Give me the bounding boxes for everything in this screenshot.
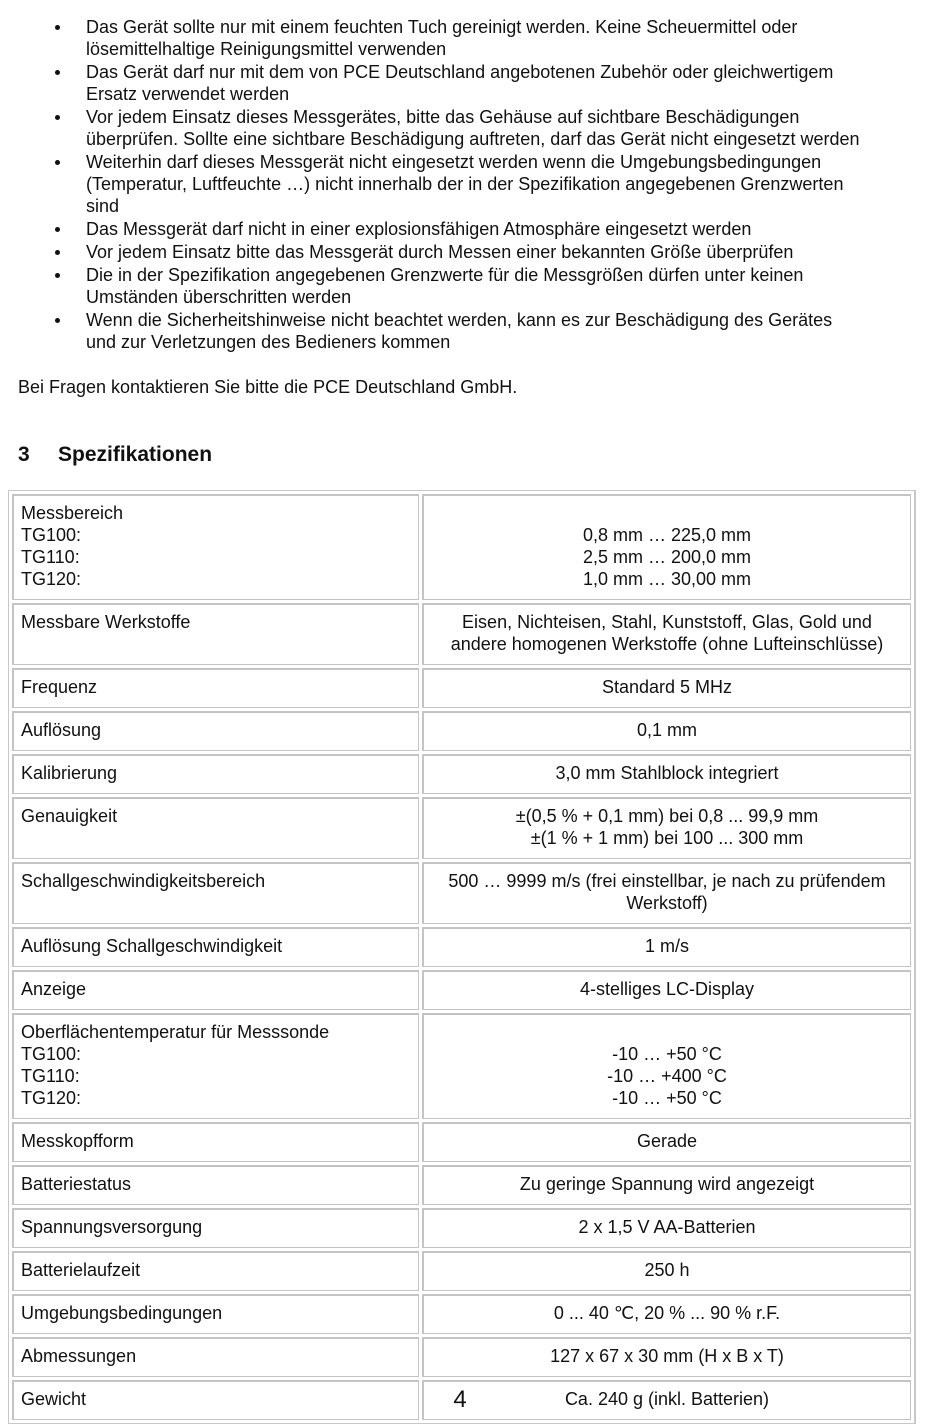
- safety-note-item: [0, 309, 950, 353]
- spec-value: ±(1 % + 1 mm) bei 100 ... 300 mm: [530, 828, 804, 848]
- bullet-icon: [55, 273, 60, 278]
- spec-label: TG100:: [21, 1044, 82, 1064]
- spec-value-cell: [422, 970, 911, 1010]
- spec-value-cell: [422, 711, 911, 751]
- safety-note-line: überprüfen. Sollte eine sichtbare Beschädigung auftreten, darf das Gerät nicht eingesetzt werden: [86, 129, 860, 149]
- spec-value: 500 … 9999 m/s (frei einstellbar, je nach zu prüfendem: [448, 871, 886, 891]
- safety-note-item: [0, 106, 950, 150]
- spec-value-cell: [422, 1208, 911, 1248]
- spec-value-cell: [422, 862, 911, 924]
- spec-row: [12, 797, 911, 859]
- spec-value-cell: [422, 1251, 911, 1291]
- spec-row: [12, 754, 911, 794]
- spec-label-cell: [12, 1122, 419, 1162]
- safety-note-line: Vor jedem Einsatz dieses Messgerätes, bitte das Gehäuse auf sichtbare Beschädigungen: [86, 107, 800, 127]
- spec-label: Abmessungen: [21, 1346, 137, 1366]
- spec-label: Spannungsversorgung: [21, 1217, 203, 1237]
- spec-label-cell: [12, 1294, 419, 1334]
- section-heading: [18, 443, 212, 467]
- spec-label: Batterielaufzeit: [21, 1260, 141, 1280]
- bullet-icon: [55, 115, 60, 120]
- spec-label-cell: [12, 711, 419, 751]
- spec-label-cell: [12, 1013, 419, 1119]
- spec-label-cell: [12, 927, 419, 967]
- spec-label: Frequenz: [21, 677, 98, 697]
- safety-note-line: Wenn die Sicherheitshinweise nicht beachtet werden, kann es zur Beschädigung des Gerätes: [86, 310, 833, 330]
- spec-value: ±(0,5 % + 0,1 mm) bei 0,8 ... 99,9 mm: [515, 806, 819, 826]
- bullet-icon: [55, 25, 60, 30]
- spec-value: andere homogenen Werkstoffe (ohne Lufteinschlüsse): [450, 634, 884, 654]
- spec-value: Eisen, Nichteisen, Stahl, Kunststoff, Glas, Gold und: [462, 612, 872, 632]
- section-title: Spezifikationen: [58, 443, 213, 466]
- safety-note-line: Weiterhin darf dieses Messgerät nicht eingesetzt werden wenn die Umgebungsbedingungen: [86, 152, 822, 172]
- spec-row: [12, 494, 911, 600]
- bullet-icon: [55, 227, 60, 232]
- bullet-icon: [55, 160, 60, 165]
- section-number: 3: [18, 443, 30, 466]
- spec-row: [12, 1251, 911, 1291]
- spec-value-cell: [422, 1013, 911, 1119]
- spec-value-cell: [422, 668, 911, 708]
- safety-note-line: (Temperatur, Luftfeuchte …) nicht innerhalb der in der Spezifikation angegebenen Grenzwerten: [86, 174, 844, 194]
- spec-row: [12, 1337, 911, 1377]
- spec-label: TG120:: [21, 1088, 82, 1108]
- safety-note-item: [0, 241, 950, 263]
- specifications-table: [8, 490, 916, 1424]
- spec-value: 2 x 1,5 V AA-Batterien: [578, 1217, 756, 1237]
- spec-label-cell: [12, 797, 419, 859]
- bullet-icon: [55, 70, 60, 75]
- spec-value: -10 … +50 °C: [612, 1088, 722, 1108]
- spec-label: Messbereich: [21, 503, 124, 523]
- safety-note-line: Umständen überschritten werden: [86, 287, 352, 307]
- spec-label: Schallgeschwindigkeitsbereich: [21, 871, 266, 891]
- spec-value: Ca. 240 g (inkl. Batterien): [564, 1389, 770, 1409]
- bullet-icon: [55, 250, 60, 255]
- spec-label: TG100:: [21, 525, 82, 545]
- spec-value-cell: [422, 1122, 911, 1162]
- spec-value-cell: [422, 754, 911, 794]
- spec-value: 2,5 mm … 200,0 mm: [582, 547, 752, 567]
- spec-label: TG120:: [21, 569, 82, 589]
- spec-value: 127 x 67 x 30 mm (H x B x T): [550, 1346, 784, 1366]
- spec-value-cell: [422, 927, 911, 967]
- spec-label: Oberflächentemperatur für Messsonde: [21, 1022, 330, 1042]
- spec-value: 0 ... 40 ℃, 20 % ... 90 % r.F.: [553, 1303, 781, 1323]
- spec-row: [12, 1294, 911, 1334]
- bullet-icon: [55, 318, 60, 323]
- spec-value-cell: [422, 603, 911, 665]
- spec-label: Genauigkeit: [21, 806, 118, 826]
- spec-label: TG110:: [21, 1066, 80, 1086]
- spec-value: 0,8 mm … 225,0 mm: [582, 525, 752, 545]
- safety-note-item: [0, 16, 950, 60]
- spec-label-cell: [12, 754, 419, 794]
- spec-value: 4-stelliges LC-Display: [579, 979, 755, 999]
- spec-row: [12, 1208, 911, 1248]
- spec-label: Messbare Werkstoffe: [21, 612, 191, 632]
- spec-label-cell: [12, 668, 419, 708]
- safety-note-item: [0, 61, 950, 105]
- safety-note-item: [0, 151, 950, 217]
- spec-value: 1 m/s: [644, 936, 689, 956]
- spec-value: Standard 5 MHz: [601, 677, 733, 697]
- spec-label: TG110:: [21, 547, 80, 567]
- spec-label-cell: [12, 1337, 419, 1377]
- safety-note-line: Die in der Spezifikation angegebenen Grenzwerte für die Messgrößen dürfen unter keinen: [86, 265, 804, 285]
- spec-value: -10 … +50 °C: [612, 1044, 722, 1064]
- page-number: 4: [453, 1386, 467, 1413]
- spec-value: 3,0 mm Stahlblock integriert: [555, 763, 779, 783]
- spec-value-cell: [422, 1294, 911, 1334]
- safety-note-line: lösemittelhaltige Reinigungsmittel verwenden: [86, 39, 447, 59]
- spec-row: [12, 970, 911, 1010]
- spec-value: 250 h: [644, 1260, 690, 1280]
- safety-note-line: Das Gerät darf nur mit dem von PCE Deutschland angebotenen Zubehör oder gleichwertigem: [86, 62, 834, 82]
- spec-label-cell: [12, 970, 419, 1010]
- spec-row: [12, 603, 911, 665]
- safety-note-line: und zur Verletzungen des Bedieners kommen: [86, 332, 451, 352]
- safety-note-item: [0, 218, 950, 240]
- spec-label-cell: [12, 1208, 419, 1248]
- safety-note-line: Das Messgerät darf nicht in einer explosionsfähigen Atmosphäre eingesetzt werden: [86, 219, 752, 239]
- spec-label: Anzeige: [21, 979, 87, 999]
- spec-value-cell: [422, 1337, 911, 1377]
- safety-note-line: Das Gerät sollte nur mit einem feuchten Tuch gereinigt werden. Keine Scheuermittel oder: [86, 17, 798, 37]
- spec-value: Gerade: [636, 1131, 698, 1151]
- spec-row: [12, 1013, 911, 1119]
- spec-value: 0,1 mm: [636, 720, 697, 740]
- safety-note-line: Vor jedem Einsatz bitte das Messgerät durch Messen einer bekannten Größe überprüfen: [86, 242, 794, 262]
- spec-row: [12, 862, 911, 924]
- spec-row: [12, 668, 911, 708]
- spec-label: Kalibrierung: [21, 763, 118, 783]
- safety-note-line: sind: [86, 196, 120, 216]
- safety-note-item: [0, 264, 950, 308]
- spec-label-cell: [12, 862, 419, 924]
- spec-label-cell: [12, 1165, 419, 1205]
- spec-label-cell: [12, 1251, 419, 1291]
- spec-value-cell: [422, 494, 911, 600]
- spec-row: [12, 1122, 911, 1162]
- spec-value: Werkstoff): [626, 893, 708, 913]
- spec-value: 1,0 mm … 30,00 mm: [582, 569, 752, 589]
- spec-row: [12, 1165, 911, 1205]
- safety-note-line: Ersatz verwendet werden: [86, 84, 290, 104]
- spec-value-cell: [422, 797, 911, 859]
- safety-notes-list: [0, 16, 950, 354]
- spec-row: [12, 927, 911, 967]
- spec-label: Gewicht: [21, 1389, 87, 1409]
- spec-label-cell: [12, 494, 419, 600]
- spec-label: Umgebungsbedingungen: [21, 1303, 223, 1323]
- contact-note: Bei Fragen kontaktieren Sie bitte die PCE Deutschland GmbH.: [18, 377, 518, 397]
- spec-value: Zu geringe Spannung wird angezeigt: [519, 1174, 815, 1194]
- spec-label: Messkopfform: [21, 1131, 134, 1151]
- spec-value-cell: [422, 1165, 911, 1205]
- spec-row: [12, 711, 911, 751]
- spec-label: Auflösung: [21, 720, 102, 740]
- spec-label: Auflösung Schallgeschwindigkeit: [21, 936, 283, 956]
- spec-label-cell: [12, 603, 419, 665]
- spec-label: Batteriestatus: [21, 1174, 132, 1194]
- spec-value: -10 … +400 °C: [607, 1066, 727, 1086]
